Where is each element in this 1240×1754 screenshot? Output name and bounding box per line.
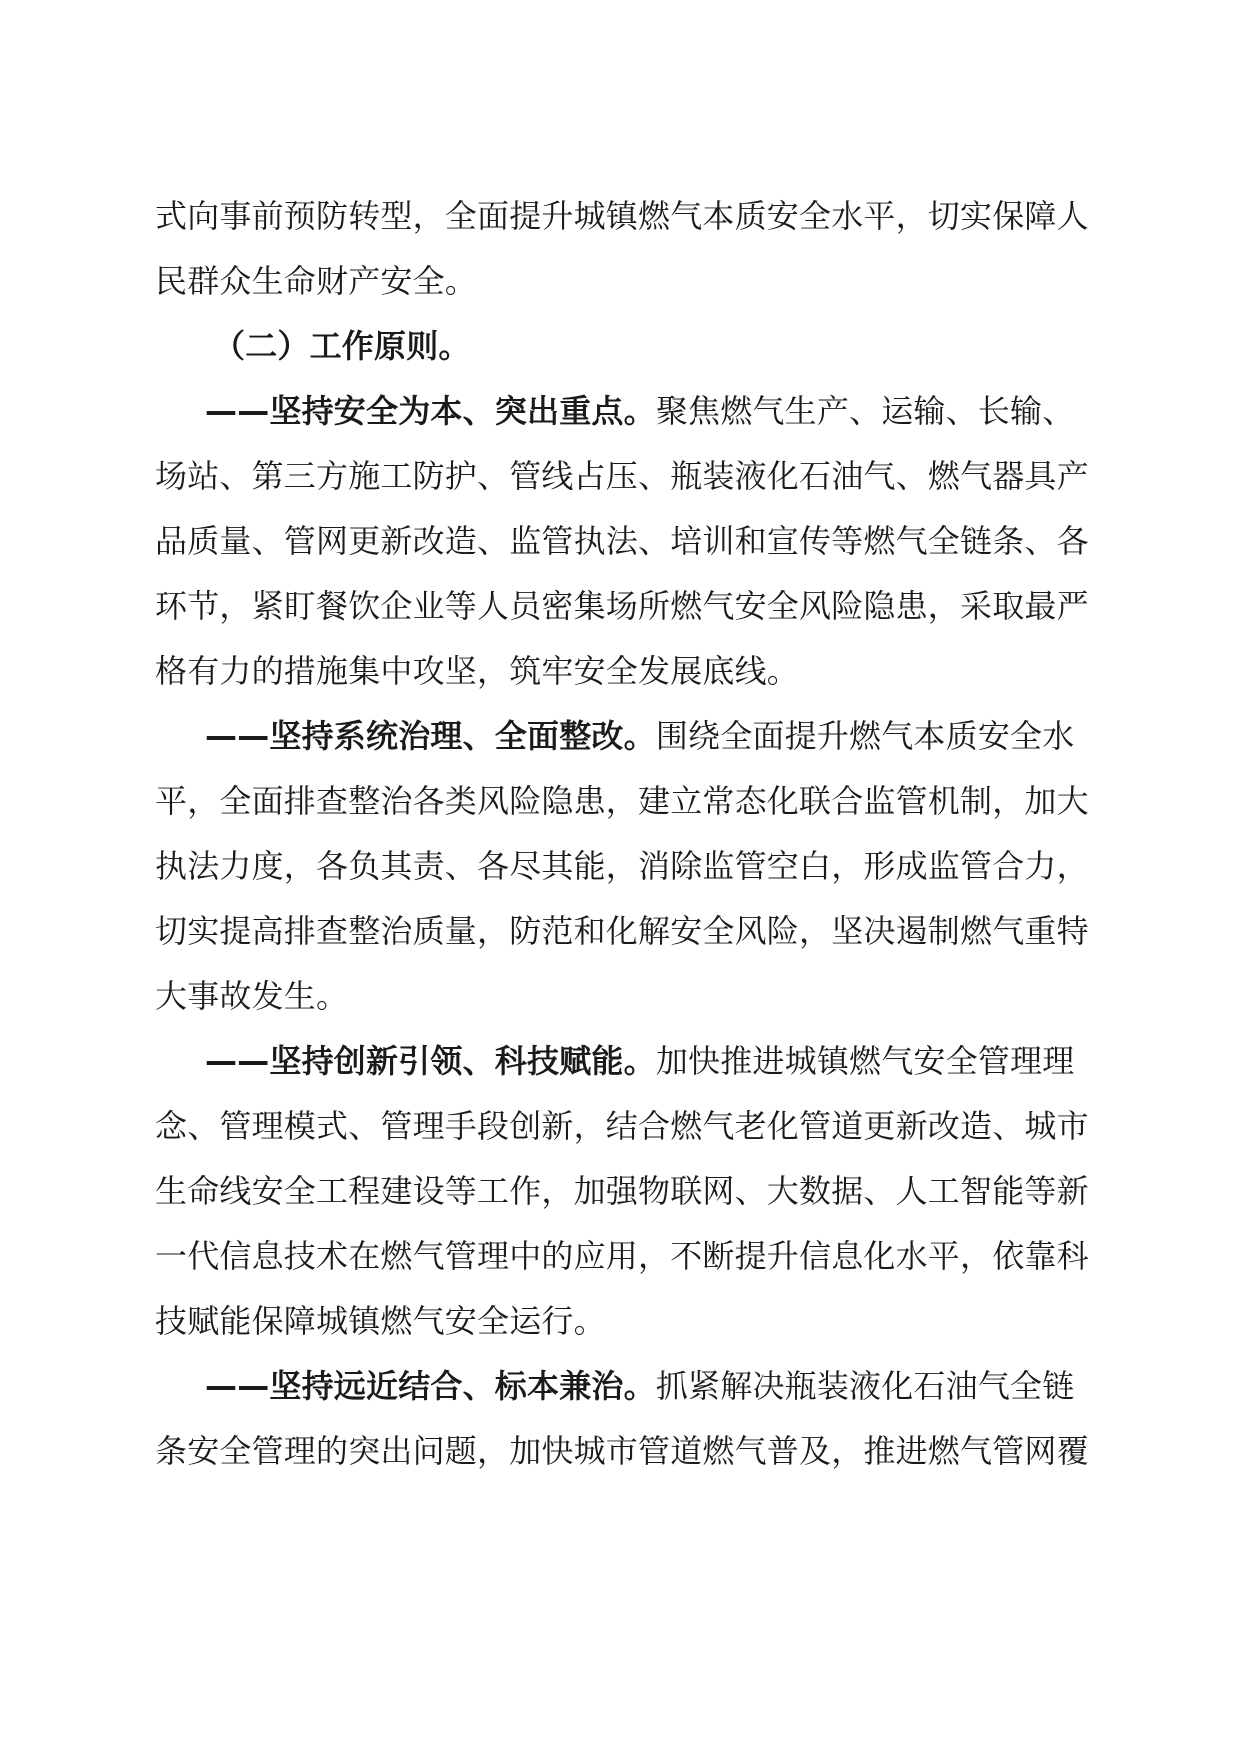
principle-text: 围绕全面提升燃气本质安全水 [655, 717, 1075, 755]
paragraph-line: 念、管理模式、管理手段创新，结合燃气老化管道更新改造、城市 [155, 1107, 1089, 1145]
principle-first-line [155, 704, 1085, 769]
paragraph-line: 环节，紧盯餐饮企业等人员密集场所燃气安全风险隐患，采取最严 [155, 587, 1089, 625]
principle-first-line [155, 1029, 1085, 1094]
paragraph-line: 技赋能保障城镇燃气安全运行。 [155, 1302, 606, 1340]
paragraph-line: 式向事前预防转型，全面提升城镇燃气本质安全水平，切实保障人 [155, 197, 1089, 235]
paragraph-line: 大事故发生。 [155, 977, 349, 1015]
paragraph-line: 品质量、管网更新改造、监管执法、培训和宣传等燃气全链条、各 [155, 522, 1089, 560]
paragraph-line: 执法力度，各负其责、各尽其能，消除监管空白，形成监管合力， [155, 847, 1089, 885]
paragraph-line: 场站、第三方施工防护、管线占压、瓶装液化石油气、燃气器具产 [155, 457, 1089, 495]
document-page [155, 184, 1089, 1484]
paragraph-line: 生命线安全工程建设等工作，加强物联网、大数据、人工智能等新 [155, 1172, 1089, 1210]
principle-text: 加快推进城镇燃气安全管理理 [655, 1042, 1075, 1080]
section-heading: （二）工作原则。 [213, 327, 471, 365]
paragraph-line: 平，全面排查整治各类风险隐患，建立常态化联合监管机制，加大 [155, 782, 1089, 820]
principle-title: ——坚持远近结合、标本兼治。 [205, 1367, 656, 1405]
paragraph-line: 切实提高排查整治质量，防范和化解安全风险，坚决遏制燃气重特 [155, 912, 1089, 950]
principle-text: 抓紧解决瓶装液化石油气全链 [655, 1367, 1075, 1405]
paragraph-line: 格有力的措施集中攻坚，筑牢安全发展底线。 [155, 652, 800, 690]
principle-first-line [155, 379, 1085, 444]
principle-title: ——坚持安全为本、突出重点。 [205, 392, 656, 430]
principle-title: ——坚持创新引领、科技赋能。 [205, 1042, 656, 1080]
paragraph-line: 一代信息技术在燃气管理中的应用，不断提升信息化水平，依靠科 [155, 1237, 1089, 1275]
principle-text: 聚焦燃气生产、运输、长输、 [655, 392, 1075, 430]
paragraph-line: 条安全管理的突出问题，加快城市管道燃气普及，推进燃气管网覆 [155, 1432, 1089, 1470]
principle-first-line [155, 1354, 1085, 1419]
paragraph-line: 民群众生命财产安全。 [155, 262, 478, 300]
principle-title: ——坚持系统治理、全面整改。 [205, 717, 656, 755]
